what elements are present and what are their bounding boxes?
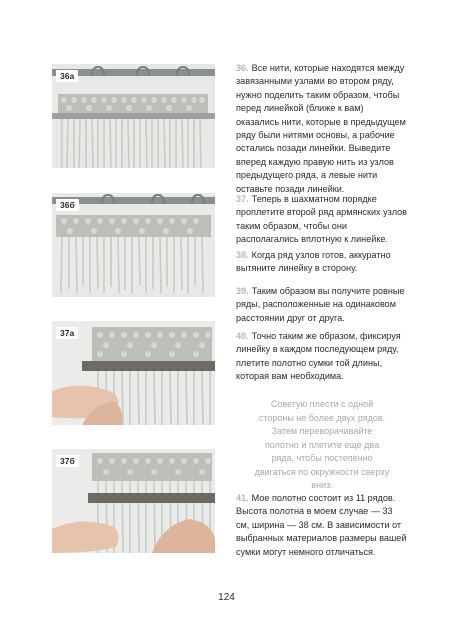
step-number: 41. (236, 493, 249, 503)
step-number: 36. (236, 63, 249, 73)
step-41 (236, 492, 408, 559)
step-text: Теперь в шахматном порядке проплетите второй ряд армянских узлов таким образом, чтобы они располагались вплотную к линейке. (236, 194, 408, 245)
step-number: 38. (236, 250, 249, 260)
step-38 (236, 249, 408, 276)
step-text: Все нити, которые находятся между завязанными узлами во втором ряду, нужно поделить таким образом, чтобы перед линейкой (ближе к вам) оказались нити, которые в предыдущем ряду были нитями основы, а рабочие остались позади линейки. Выведите вперед каждую правую нить из узлов предыдущего ряда, а левые нити оставьте позади линейки. (236, 63, 406, 194)
figure-label: 37б (56, 455, 79, 467)
step-text: Таким образом вы получите ровные ряды, расположенные на одинаковом расстоянии друг от друга. (236, 286, 405, 323)
step-text: Точно таким же образом, фиксируя линейку в каждом последующем ряду, плетите полотно сумки той длины, которая вам необходима. (236, 331, 401, 382)
figure-label: 36а (56, 70, 78, 82)
figure-label: 37а (56, 327, 78, 339)
step-40 (236, 330, 408, 384)
figure-37b (52, 449, 215, 553)
figure-label: 36б (56, 199, 79, 211)
step-37 (236, 193, 408, 247)
step-text: Мое полотно состоит из 11 рядов. Высота полотна в моем случае — 33 см, ширина — 38 см. В зависимости от выбранных материалов размеры вашей сумки могут немного отличаться. (236, 493, 407, 557)
step-36 (236, 62, 408, 196)
figure-36b (52, 193, 215, 297)
tip-note: Советую плести с одной стороны не более двух рядов. Затем переворачивайте полотно и плетите еще два ряда, чтобы постепенно двигаться по окружности сверху вниз. (254, 399, 390, 490)
step-39 (236, 285, 408, 325)
step-number: 39. (236, 286, 249, 296)
step-number: 40. (236, 331, 249, 341)
page-number: 124 (218, 592, 235, 603)
step-number: 37. (236, 194, 249, 204)
figure-37a (52, 321, 215, 425)
figure-36a (52, 64, 215, 168)
step-text: Когда ряд узлов готов, аккуратно вытяните линейку в сторону. (236, 250, 391, 274)
